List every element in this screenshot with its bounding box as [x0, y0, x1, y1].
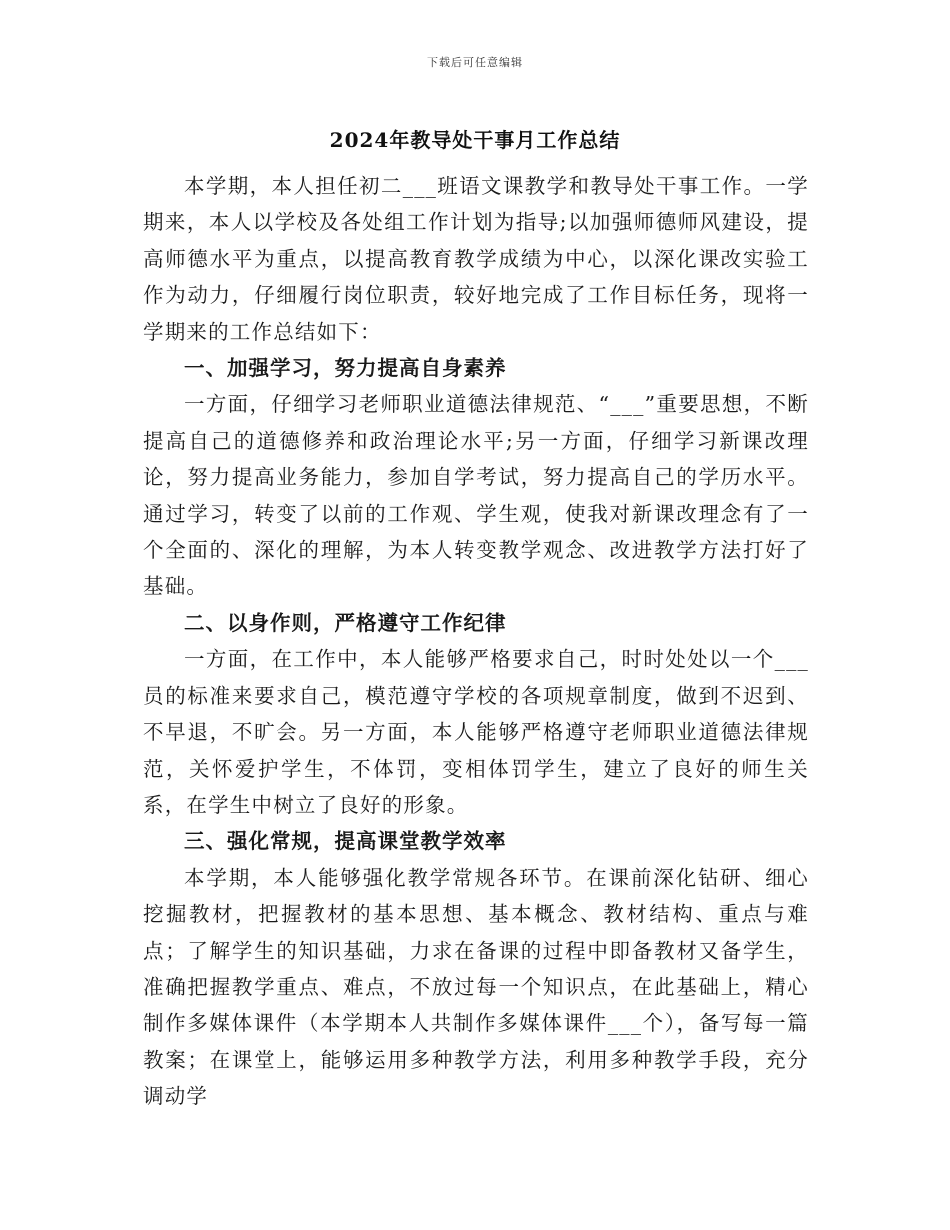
section-heading-1: 一、加强学习，努力提高自身素养 [184, 356, 507, 381]
section-heading-2: 二、以身作则，严格遵守工作纪律 [184, 610, 507, 635]
document-body [143, 168, 809, 1115]
document-title: 2024年教导处干事月工作总结 [329, 128, 621, 152]
section-heading-3: 三、强化常规，提高课堂教学效率 [184, 829, 507, 854]
header-note: 下载后可任意编辑 [427, 56, 523, 69]
section-paragraph-3: 本学期，本人能够强化教学常规各环节。在课前深化钻研、细心挖掘教材，把握教材的基本思想、基本概念、教材结构、重点与难点；了解学生的知识基础，力求在备课的过程中即备教材又备学生，准确把握教学重点、难点，不放过每一个知识点，在此基础上，精心制作多媒体课件（本学期本人共制作多媒体课件___个），备写每一篇教案；在课堂上，能够运用多种教学方法，利用多种教学手段，充分调动学 [143, 865, 809, 1109]
section-paragraph-2: 一方面，在工作中，本人能够严格要求自己，时时处处以一个___员的标准来要求自己，模范遵守学校的各项规章制度，做到不迟到、不早退，不旷会。另一方面，本人能够严格遵守老师职业道德法律规范，关怀爱护学生，不体罚，变相体罚学生，建立了良好的师生关系，在学生中树立了良好的形象。 [143, 647, 809, 817]
intro-paragraph: 本学期，本人担任初二___班语文课教学和教导处干事工作。一学期来，本人以学校及各处组工作计划为指导;以加强师德师风建设，提高师德水平为重点，以提高教育教学成绩为中心，以深化课改实验工作为动力，仔细履行岗位职责，较好地完成了工作目标任务，现将一学期来的工作总结如下： [143, 174, 809, 344]
section-paragraph-1: 一方面，仔细学习老师职业道德法律规范、“___”重要思想，不断提高自己的道德修养和政治理论水平;另一方面，仔细学习新课改理论，努力提高业务能力，参加自学考试，努力提高自己的学历水平。通过学习，转变了以前的工作观、学生观，使我对新课改理念有了一个全面的、深化的理解，为本人转变教学观念、改进教学方法打好了基础。 [143, 392, 809, 599]
